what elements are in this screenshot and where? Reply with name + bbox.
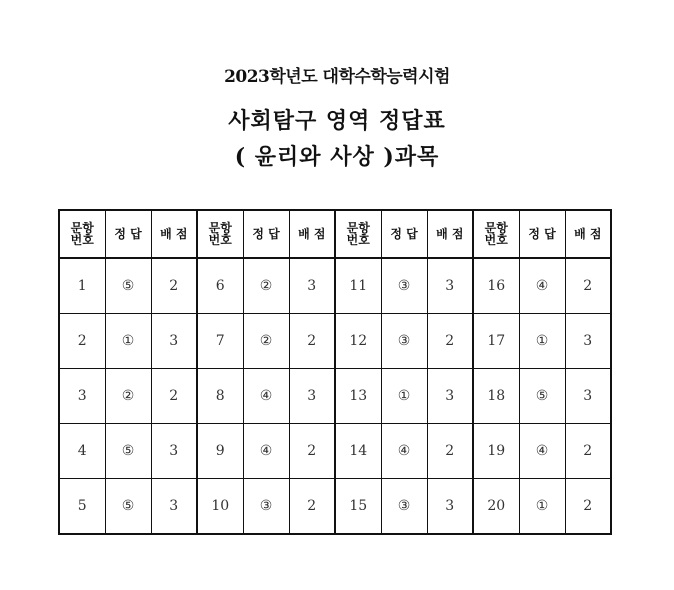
answer-table — [58, 209, 612, 535]
score-cell: 2 — [565, 258, 611, 314]
answer-cell: ③ — [243, 479, 289, 535]
column-header-answer: 정 답 — [381, 210, 427, 258]
column-header-score: 배 점 — [565, 210, 611, 258]
score-cell: 3 — [151, 479, 197, 535]
table-row — [59, 258, 611, 314]
answer-cell: ③ — [381, 314, 427, 369]
score-cell: 3 — [565, 369, 611, 424]
answer-cell: ① — [519, 314, 565, 369]
score-cell: 3 — [427, 369, 473, 424]
score-cell: 3 — [427, 258, 473, 314]
answer-cell: ② — [243, 314, 289, 369]
answer-cell: ④ — [381, 424, 427, 479]
answer-cell: ④ — [519, 424, 565, 479]
column-header-question-number — [59, 210, 105, 258]
answer-cell: ④ — [519, 258, 565, 314]
answer-cell: ② — [243, 258, 289, 314]
question-number-cell: 10 — [197, 479, 243, 535]
answer-cell: ② — [105, 369, 151, 424]
column-header-number-line1: 문항 — [208, 221, 232, 235]
answer-cell: ④ — [243, 424, 289, 479]
answer-cell: ③ — [381, 258, 427, 314]
question-number-cell: 14 — [335, 424, 381, 479]
score-cell: 3 — [427, 479, 473, 535]
column-header-number-line2: 번호 — [346, 233, 370, 247]
answer-cell: ① — [381, 369, 427, 424]
score-cell: 2 — [289, 479, 335, 535]
column-header-answer: 정 답 — [243, 210, 289, 258]
question-number-cell: 20 — [473, 479, 519, 535]
question-number-cell: 8 — [197, 369, 243, 424]
subject-title: ( 윤리와 사상 )과목 — [234, 144, 440, 170]
column-header-score: 배 점 — [151, 210, 197, 258]
column-header-question-number — [335, 210, 381, 258]
score-cell: 3 — [151, 424, 197, 479]
score-cell: 2 — [289, 314, 335, 369]
table-row — [59, 424, 611, 479]
question-number-cell: 5 — [59, 479, 105, 535]
answer-cell: ⑤ — [105, 424, 151, 479]
column-header-question-number — [197, 210, 243, 258]
question-number-cell: 4 — [59, 424, 105, 479]
question-number-cell: 19 — [473, 424, 519, 479]
column-header-number-line2: 번호 — [70, 233, 94, 247]
column-header-score: 배 점 — [289, 210, 335, 258]
column-header-question-number — [473, 210, 519, 258]
question-number-cell: 9 — [197, 424, 243, 479]
exam-title: 2023학년도 대학수학능력시험 — [224, 67, 450, 87]
table-row — [59, 369, 611, 424]
answer-cell: ① — [105, 314, 151, 369]
column-header-answer: 정 답 — [105, 210, 151, 258]
question-number-cell: 15 — [335, 479, 381, 535]
column-header-number-line1: 문항 — [70, 221, 94, 235]
question-number-cell: 6 — [197, 258, 243, 314]
answer-cell: ④ — [243, 369, 289, 424]
column-header-number-line2: 번호 — [208, 233, 232, 247]
question-number-cell: 17 — [473, 314, 519, 369]
column-header-answer: 정 답 — [519, 210, 565, 258]
score-cell: 2 — [151, 369, 197, 424]
answer-cell: ① — [519, 479, 565, 535]
score-cell: 3 — [289, 258, 335, 314]
score-cell: 2 — [427, 424, 473, 479]
question-number-cell: 13 — [335, 369, 381, 424]
question-number-cell: 1 — [59, 258, 105, 314]
question-number-cell: 18 — [473, 369, 519, 424]
answer-cell: ③ — [381, 479, 427, 535]
question-number-cell: 2 — [59, 314, 105, 369]
score-cell: 3 — [565, 314, 611, 369]
score-cell: 2 — [565, 424, 611, 479]
answer-cell: ⑤ — [519, 369, 565, 424]
answer-cell: ⑤ — [105, 479, 151, 535]
answer-cell: ⑤ — [105, 258, 151, 314]
question-number-cell: 3 — [59, 369, 105, 424]
question-number-cell: 12 — [335, 314, 381, 369]
column-header-number-line1: 문항 — [484, 221, 508, 235]
score-cell: 2 — [289, 424, 335, 479]
question-number-cell: 16 — [473, 258, 519, 314]
header-row — [59, 210, 611, 258]
question-number-cell: 11 — [335, 258, 381, 314]
score-cell: 3 — [289, 369, 335, 424]
column-header-number-line2: 번호 — [484, 233, 508, 247]
table-row — [59, 479, 611, 535]
column-header-score: 배 점 — [427, 210, 473, 258]
score-cell: 2 — [427, 314, 473, 369]
column-header-number-line1: 문항 — [346, 221, 370, 235]
score-cell: 2 — [565, 479, 611, 535]
score-cell: 3 — [151, 314, 197, 369]
question-number-cell: 7 — [197, 314, 243, 369]
answer-sheet-title: 사회탐구 영역 정답표 — [228, 108, 446, 134]
score-cell: 2 — [151, 258, 197, 314]
table-row — [59, 314, 611, 369]
